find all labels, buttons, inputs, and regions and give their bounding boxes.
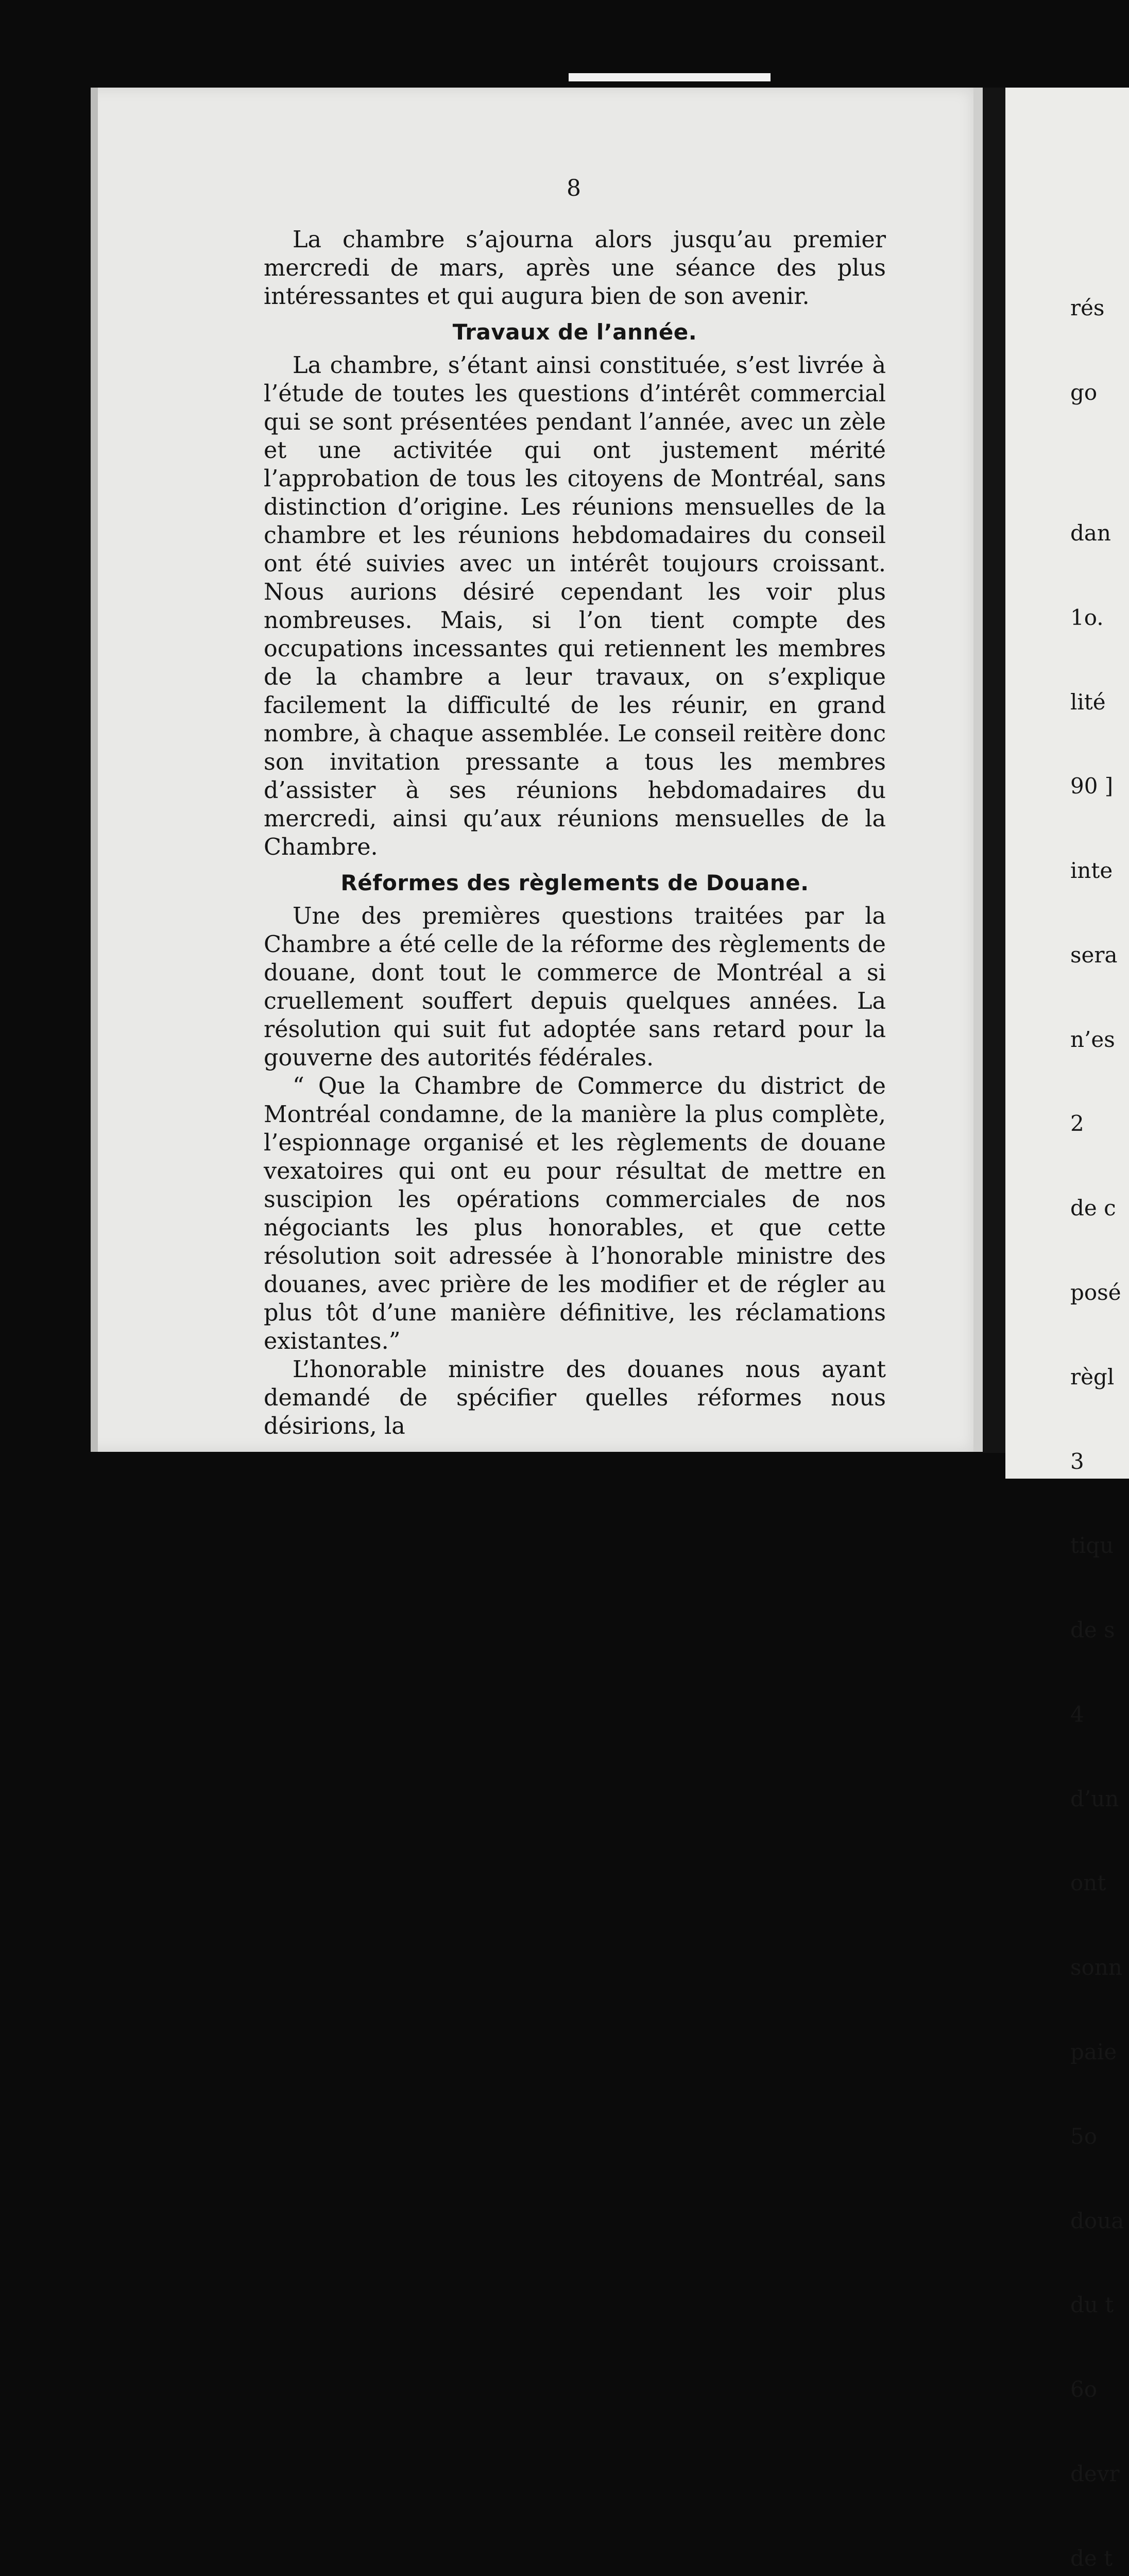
page-number: 8 [567, 175, 581, 201]
facing-line: sonn [1070, 1955, 1122, 1980]
facing-line: 5o [1070, 2123, 1098, 2149]
facing-line: règl [1070, 1364, 1115, 1389]
paragraph-1: La chambre s’ajourna alors jusqu’au premier mercredi de mars, après une séance des plus intéressantes et qui augura bien de son avenir. [264, 227, 886, 310]
facing-line: 1o. [1070, 604, 1104, 630]
book-gutter [983, 88, 1005, 1453]
facing-line: go [1070, 379, 1098, 405]
facing-line: d’un [1070, 1786, 1119, 1811]
facing-line: inte [1070, 858, 1113, 884]
facing-line: du t [1070, 2292, 1114, 2318]
facing-line: ont [1070, 1870, 1106, 1896]
page-body [264, 226, 886, 1440]
paragraph-3: Une des premières questions traitées par la Chambre a été celle de la réforme des règlements de douane, dont tout le commerce de Montréal a si cruellement souffert depuis quelques années. La résolution qui suit fut adoptée sans retard pour la gouverne des autorités fédérales. [264, 903, 886, 1071]
heading-travaux: Travaux de l’année. [452, 319, 697, 345]
page-edge [973, 88, 983, 1452]
facing-line: devr [1070, 2461, 1120, 2486]
facing-line: de c [1070, 1195, 1116, 1221]
facing-line: 3 [1070, 1448, 1084, 1474]
facing-line: de t [1070, 2545, 1113, 2571]
facing-line: doua [1070, 2208, 1124, 2233]
facing-line: lité [1070, 689, 1106, 715]
facing-line: 4 [1070, 1701, 1084, 1727]
facing-line: dan [1070, 520, 1111, 546]
paragraph-2: La chambre, s’étant ainsi constituée, s’est livrée à l’étude de toutes les questions d’intérêt commercial qui se sont présentées pendant l’année, avec un zèle et une activitée qui ont justement mérité l’approbation de tous les citoyens de Montréal, sans distinction d’origine. Les réunions mensuelles de la chambre et les réunions hebdomadaires du conseil ont été suivies avec un intérêt toujours croissant. Nous aurions désiré cependant les voir plus nombreuses. Mais, si l’on tient compte des occupations incessantes qui retiennent les membres de la chambre a leur travaux, on s’explique facilement la difficulté de les réunir, en grand nombre, à chaque assemblée. Le conseil reitère donc son invitation pressante a tous les membres d’assister à ses réunions hebdomadaires du mercredi, ainsi qu’aux réunions mensuelles de la Chambre. [264, 352, 886, 860]
facing-line: tiqu [1070, 1533, 1114, 1558]
facing-line: sera [1070, 942, 1118, 968]
paragraph-5: L’honorable ministre des douanes nous ayant demandé de spécifier quelles réformes nous désirions, la [264, 1357, 886, 1439]
facing-line: paie [1070, 2039, 1117, 2064]
heading-reformes: Réformes des règlements de Douane. [340, 870, 809, 895]
paragraph-4-quote: “ Que la Chambre de Commerce du district de Montréal condamne, de la manière la plus complète, l’espionnage organisé et les règlements de douane vexatoires qui ont eu pour résultat de mettre en suscipion les opérations commerciales de nos négociants les plus honorables, et que cette résolution soit adressée à l’honorable ministre des douanes, avec prière de les modifier et de régler au plus tôt d’une manière définitive, les réclamations existantes.” [264, 1073, 886, 1354]
facing-line: 6o [1070, 2377, 1098, 2402]
facing-line: n’es [1070, 1026, 1115, 1052]
page-top-tab [569, 73, 771, 81]
facing-page-text [1070, 238, 1129, 2576]
facing-line: posé [1070, 1279, 1121, 1305]
facing-line: 90 ] [1070, 773, 1114, 799]
facing-line: 2 [1070, 1111, 1084, 1137]
facing-line: rés [1070, 295, 1105, 321]
facing-line: de s [1070, 1617, 1115, 1643]
